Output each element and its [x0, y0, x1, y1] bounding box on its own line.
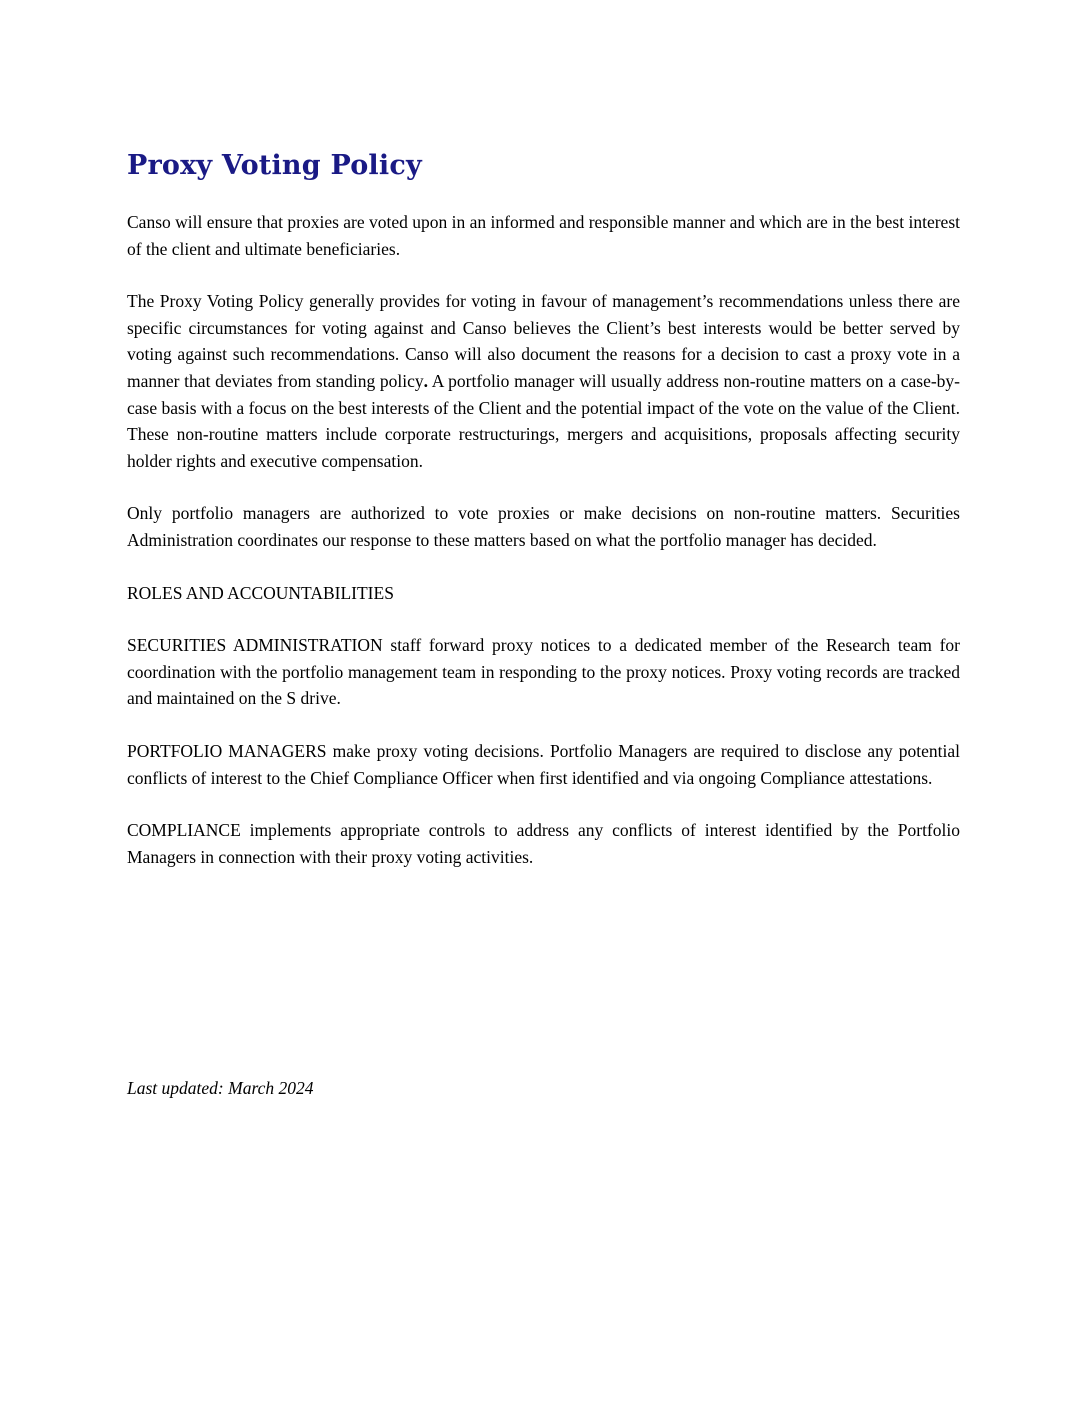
page-title: Proxy Voting Policy: [127, 150, 422, 181]
paragraph-intro-2-bold-period: .: [423, 370, 429, 391]
last-updated-note: Last updated: March 2024: [127, 1078, 314, 1098]
paragraph-compliance: COMPLIANCE implements appropriate controls to address any conflicts of interest identified by the Portfolio Managers in connection with their proxy voting activities.: [127, 820, 960, 867]
paragraph-securities-administration: SECURITIES ADMINISTRATION staff forward proxy notices to a dedicated member of the Research team for coordination with the portfolio management team in responding to the proxy notices. Proxy voting records are tracked and maintained on the S drive.: [127, 635, 960, 709]
paragraph-intro-1: Canso will ensure that proxies are voted upon in an informed and responsible manner and which are in the best interest of the client and ultimate beneficiaries.: [127, 212, 960, 259]
section-heading-roles-accountabilities: ROLES AND ACCOUNTABILITIES: [127, 582, 394, 603]
paragraph-intro-3: Only portfolio managers are authorized to vote proxies or make decisions on non-routine matters. Securities Administration coordinates our response to these matters based on what the portfolio manager has decided.: [127, 503, 960, 550]
paragraph-intro-2: [127, 288, 960, 474]
paragraph-intro-2-continuation: A portfolio manager will usually address non-routine matters on a case-by-case basis with a focus on the best interests of the Client and the potential impact of the vote on the value of the Client. These non-routine matters include corporate restructurings, mergers and acquisitions, proposals affecting security holder rights and executive compensation.: [127, 370, 960, 471]
paragraph-intro-2-text: The Proxy Voting Policy generally provides for voting in favour of management’s recommendations unless there are specific circumstances for voting against and Canso believes the Client’s best interests would be better served by voting against such recommendations. Canso will also document the reasons for a decision to cast a proxy vote in a manner that deviates from standing policy: [127, 291, 960, 391]
paragraph-portfolio-managers: PORTFOLIO MANAGERS make proxy voting decisions. Portfolio Managers are required to disclose any potential conflicts of interest to the Chief Compliance Officer when first identified and via ongoing Compliance attestations.: [127, 740, 960, 788]
